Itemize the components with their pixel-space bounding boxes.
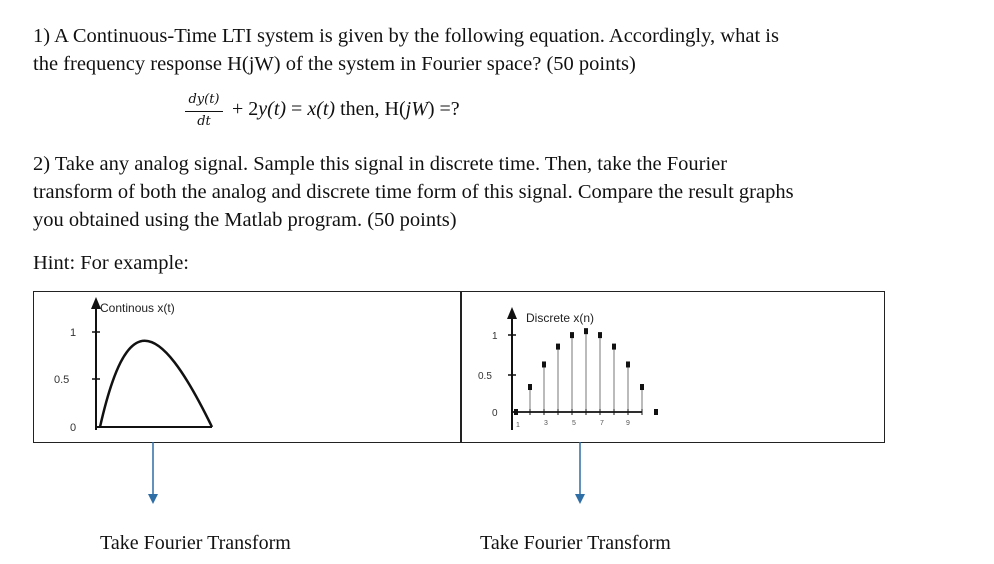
sample-dot	[528, 384, 532, 390]
sample-dot	[542, 361, 546, 367]
eq-term-equals: =	[286, 98, 308, 120]
question2-line2: transform of both the analog and discrete time form of this signal. Compare the result graphs	[33, 181, 794, 203]
discrete-xtick-label-1: 1	[516, 422, 520, 429]
eq-term-yt: y(t)	[258, 98, 287, 120]
discrete-samples	[514, 328, 658, 415]
sample-dot	[640, 384, 644, 390]
discrete-ytick-label-05: 0.5	[478, 371, 492, 382]
question1-line1: 1) A Continuous-Time LTI system is given by the following equation. Accordingly, what is	[33, 25, 779, 47]
equation-rest	[232, 98, 460, 121]
discrete-xtick-label-7: 7	[600, 420, 604, 427]
sample-dot	[584, 328, 588, 334]
left-arrow-head	[148, 494, 158, 504]
eq-term-xt: x(t)	[307, 98, 336, 120]
continuous-ytick-label-0: 0	[70, 422, 77, 434]
fraction-denominator: dt	[197, 114, 211, 129]
sample-dot	[612, 344, 616, 350]
hint-text: Hint: For example:	[33, 252, 190, 274]
caption-left: Take Fourier Transform	[100, 532, 291, 554]
discrete-plot-title: Discrete x(n)	[526, 311, 595, 325]
sample-dot	[556, 344, 560, 350]
caption-right: Take Fourier Transform	[480, 532, 671, 554]
sample-dot	[626, 361, 630, 367]
continuous-ytick-label-1: 1	[70, 327, 77, 339]
discrete-xtick-label-3: 3	[544, 420, 548, 427]
question1-line2: the frequency response H(jW) of the system in Fourier space? (50 points)	[33, 53, 636, 75]
sample-dot	[598, 332, 602, 338]
discrete-y-axis-arrow	[507, 307, 517, 319]
fraction-numerator: dy(t)	[188, 92, 220, 107]
discrete-ytick-label-0: 0	[492, 408, 498, 419]
discrete-xtick-label-5: 5	[572, 420, 576, 427]
continuous-signal-curve	[100, 341, 212, 427]
discrete-ytick-label-1: 1	[492, 331, 498, 342]
continuous-plot-title: Continous x(t)	[100, 301, 175, 315]
eq-term-plus2: + 2	[232, 98, 259, 120]
continuous-signal-plot	[34, 292, 458, 440]
question2-line1: 2) Take any analog signal. Sample this signal in discrete time. Then, take the Fourier	[33, 153, 728, 175]
arrows-layer	[0, 440, 994, 510]
eq-term-jw: jW	[405, 98, 428, 120]
right-arrow-head	[575, 494, 585, 504]
sample-dot	[570, 332, 574, 338]
discrete-xtick-label-9: 9	[626, 420, 630, 427]
eq-term-then-h: then, H(	[335, 98, 406, 120]
discrete-signal-plot	[462, 292, 882, 440]
continuous-ytick-label-05: 0.5	[54, 374, 70, 386]
question2-line3: you obtained using the Matlab program. (50 points)	[33, 209, 457, 231]
eq-term-end: ) =?	[427, 98, 460, 120]
fraction-bar	[185, 111, 223, 112]
